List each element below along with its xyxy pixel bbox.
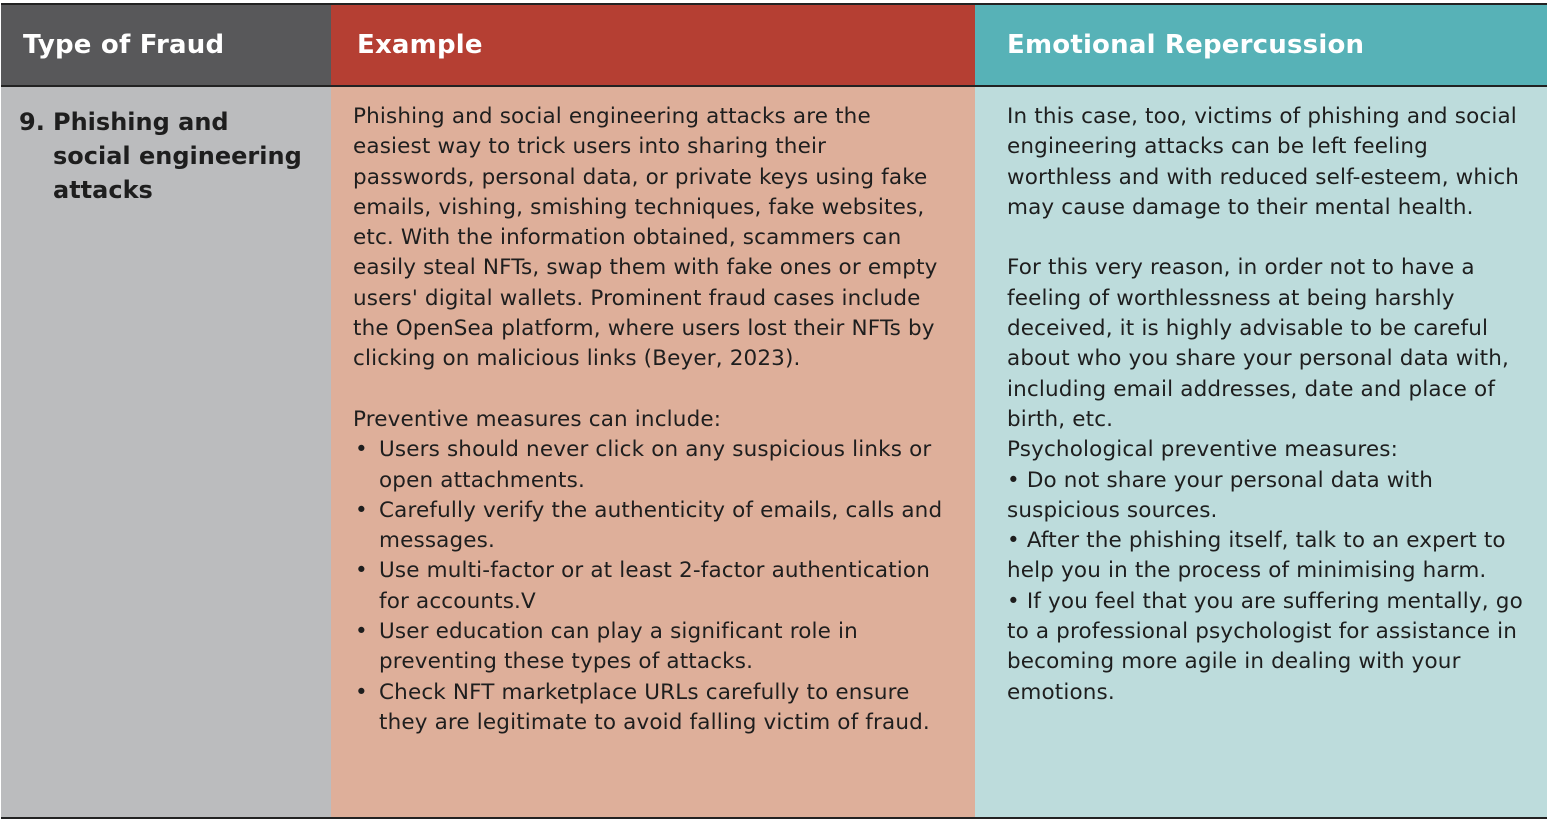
header-type-of-fraud: Type of Fraud [1, 5, 331, 85]
fraud-table [1, 3, 1547, 819]
emotional-cell [975, 87, 1547, 817]
type-column [1, 5, 331, 817]
list-item: • Use multi-factor or at least 2-factor authentication for accounts.V [353, 556, 951, 617]
emotional-paragraph-2: For this very reason, in order not to have a feeling of worthlessness at being harshly deceived, it is highly advisable to be careful about who you share your personal data with, including email addresses, date and place of birth, etc. [1007, 255, 1510, 432]
example-paragraph: Phishing and social engineering attacks are the easiest way to trick users into sharing their passwords, personal data, or private keys using fake emails, vishing, smishing techniques, fake websites, etc. With the information obtained, scammers can easily steal NFTs, swap them with fake ones or empty users' digital wallets. Prominent fraud cases include the OpenSea platform, where users lost their NFTs by clicking on malicious links (Beyer, 2023). [353, 104, 938, 372]
list-item: • After the phishing itself, talk to an expert to help you in the process of minimising harm. [1007, 528, 1506, 584]
list-item: • Carefully verify the authenticity of emails, calls and messages. [353, 496, 951, 557]
list-item: • If you feel that you are suffering mentally, go to a professional psychologist for assistance in becoming more agile in dealing with your emotions. [1007, 588, 1523, 705]
list-item: • User education can play a significant role in preventing these types of attacks. [353, 617, 951, 678]
header-emotional-repercussion: Emotional Repercussion [975, 5, 1547, 85]
row-number: 9. [19, 108, 45, 136]
type-cell [1, 87, 331, 817]
example-column [331, 5, 975, 817]
psychological-measures-intro: Psychological preventive measures: [1007, 437, 1398, 463]
list-item: • Do not share your personal data with suspicious sources. [1007, 467, 1433, 523]
header-example: Example [331, 5, 975, 85]
preventive-measures-intro: Preventive measures can include: [353, 406, 722, 432]
preventive-measures-list [353, 435, 951, 738]
list-item: • Check NFT marketplace URLs carefully to ensure they are legitimate to avoid falling victim of fraud. [353, 678, 951, 739]
emotional-paragraph-1: In this case, too, victims of phishing and social engineering attacks can be left feeling worthless and with reduced self-esteem, which may cause damage to their mental health. [1007, 104, 1520, 220]
example-cell [331, 87, 975, 817]
list-item: • Users should never click on any suspicious links or open attachments. [353, 435, 951, 496]
emotional-column [975, 5, 1547, 817]
fraud-type-name: Phishing and social engineering attacks [53, 108, 302, 204]
